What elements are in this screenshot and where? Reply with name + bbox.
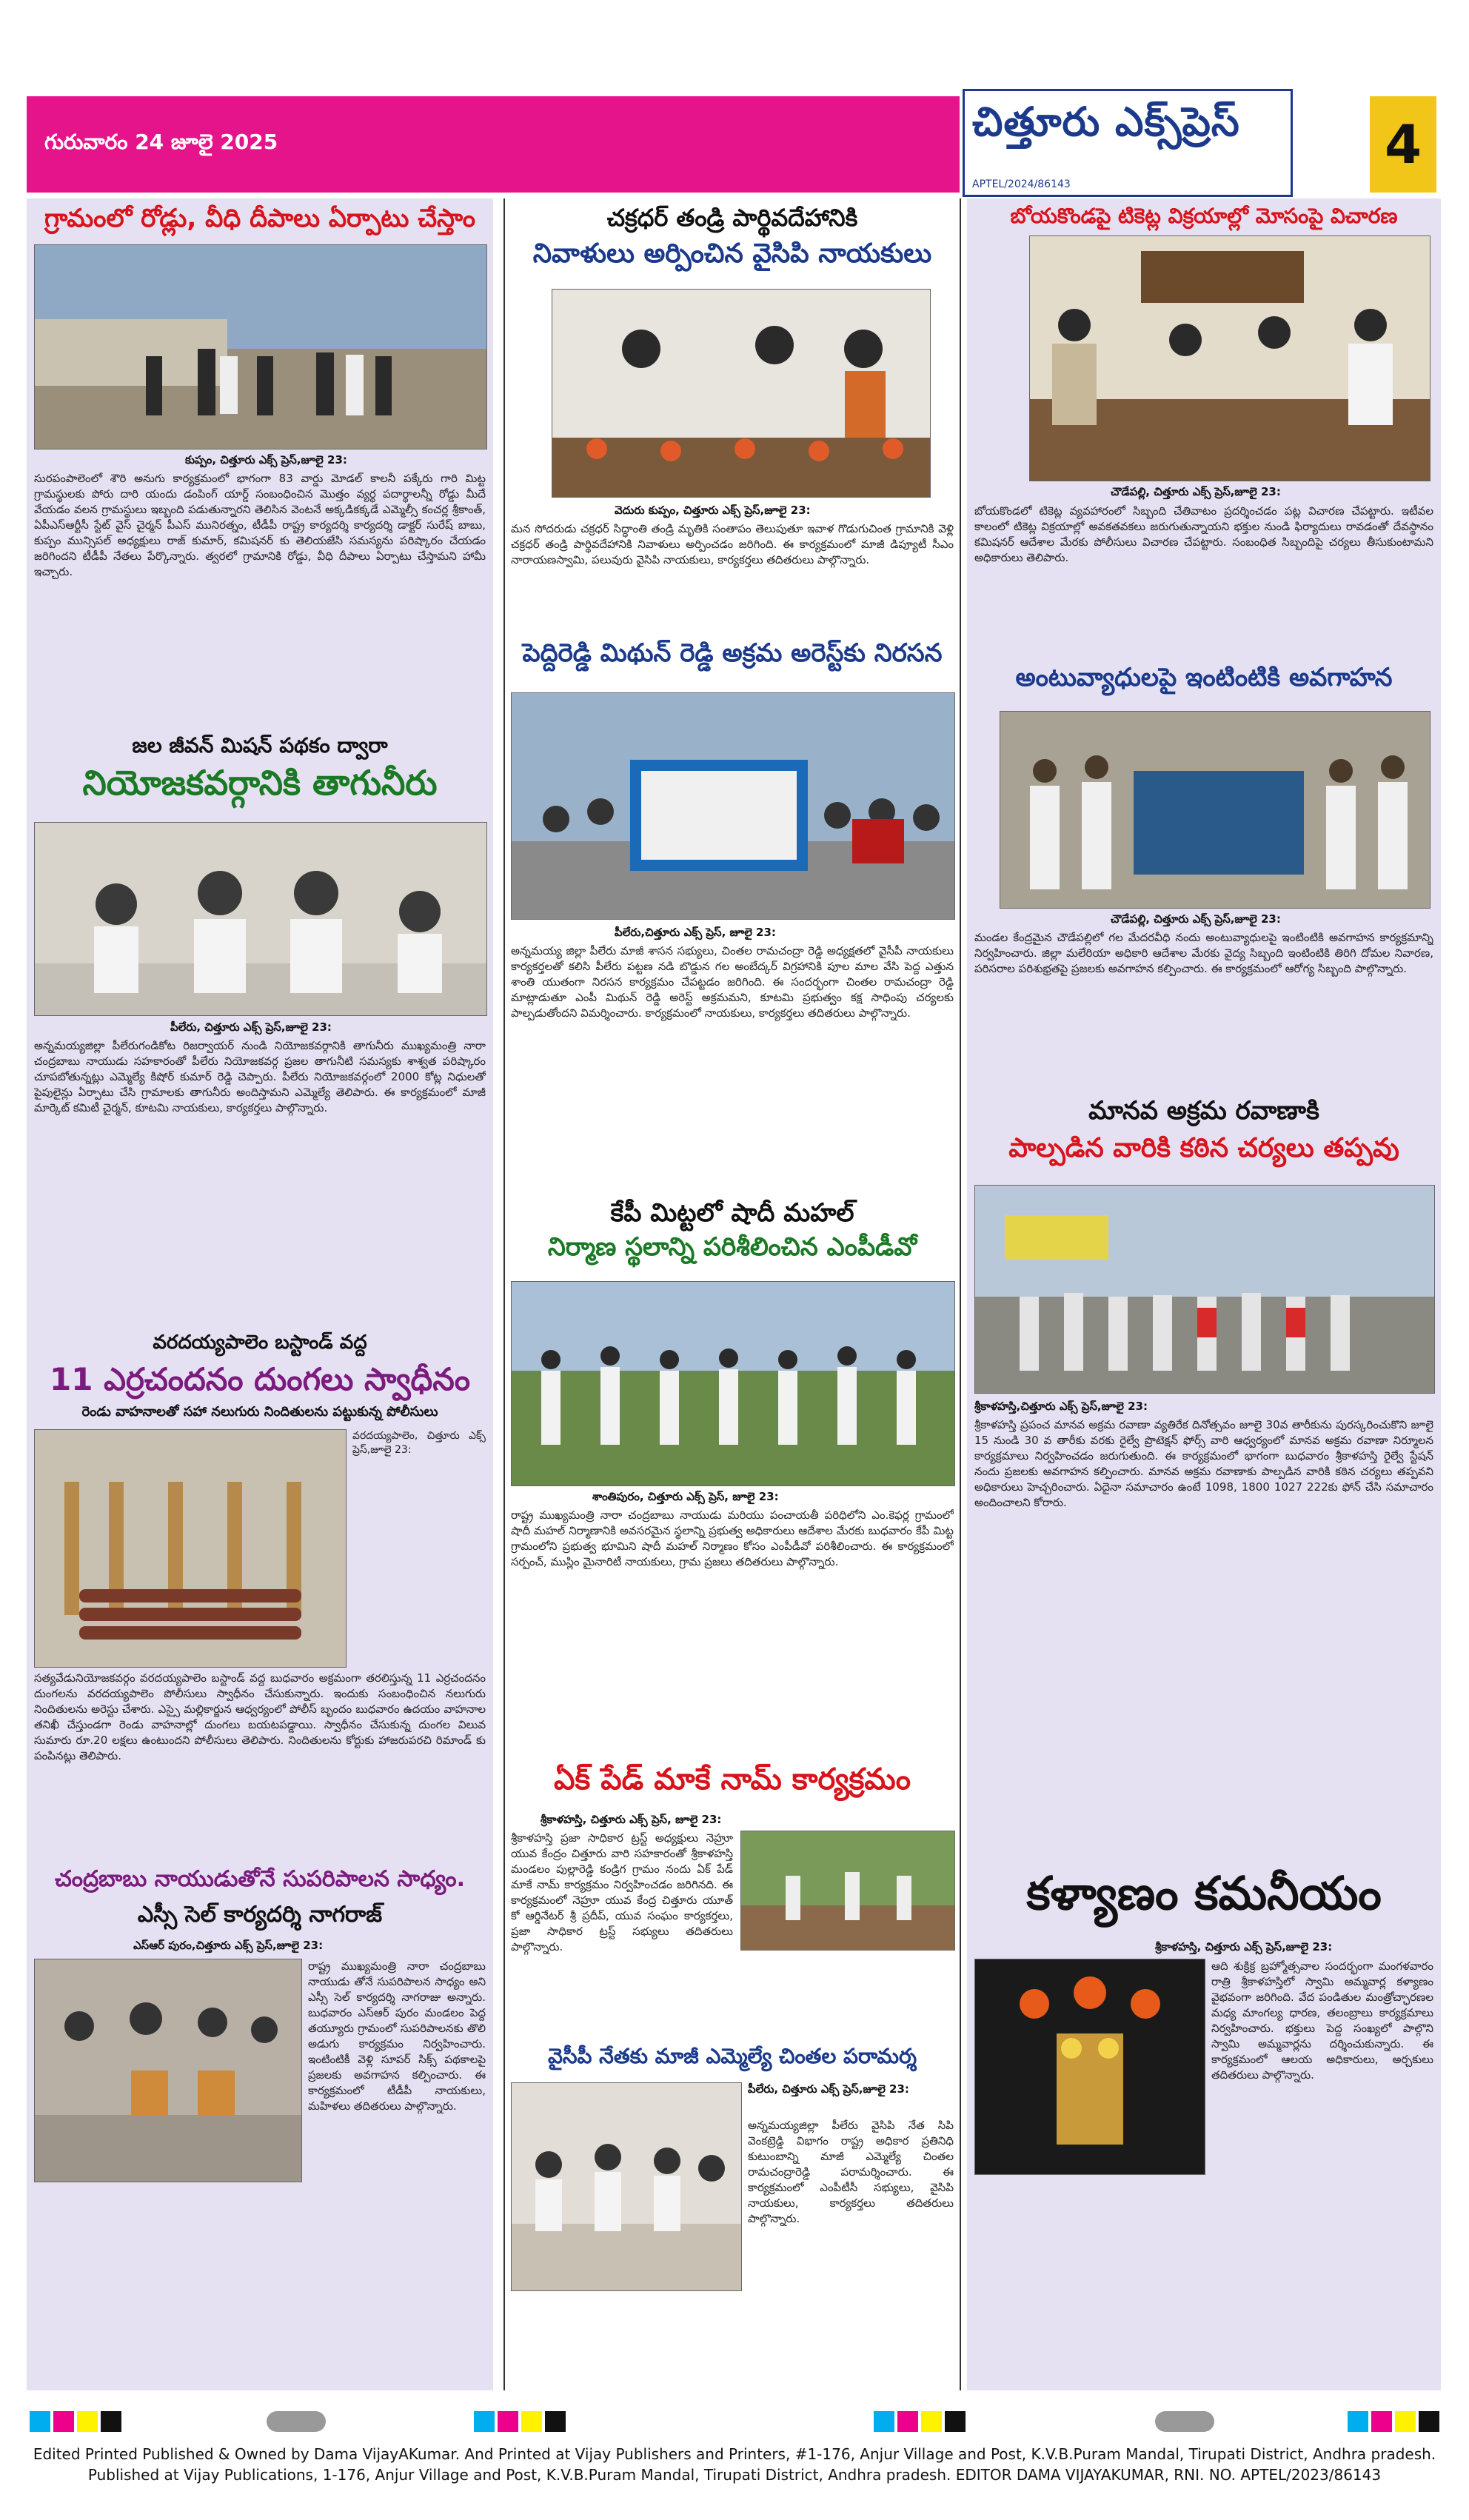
article-body: అన్నమయ్య జిల్లా పీలేరు మాజీ శాసన సభ్యులు, చింతల రామచంద్రా రెడ్డి అధ్యక్షతలో వైసీపీ నాయకులు కార్యకర్తలతో కలిసి పీలేరు పట్టణ నడి బొడ్డున గల అంబేద్కర్ విగ్రహానికి పూల మాల వేసి పెద్ద ఎత్తున శాంతి యుతంగా నిరసన కార్యక్రమం చేపట్టడం జరిగింది. ఈ సందర్భంగా చింతల రామచంద్రా రెడ్డి మాట్లాడుతూ ఎంపీ మిథున్ రెడ్డి అరెస్ట్ అక్రమమని, కూటమి ప్రభుత్వం కక్ష సాధింపు చర్యలకు పాల్పడుతోందని విమర్శించారు. కార్యక్రమంలో నాయకులు, కార్యకర్తలు తదితరులు పాల్గొన్నారు. [511, 944, 954, 1020]
article-body-narrow: ఆది శుక్రిక్ర బ్రహ్మోత్సవాల సందర్భంగా మంగళవారం రాత్రి శ్రీకాళహస్తిలో స్వామి అమ్మవార్ల కళ్యాణం వైభవంగా జరిగింది. వేద పండితుల మంత్రోచ్ఛారణల మధ్య మాంగల్య ధారణ, తలంబ్రాలు కార్యక్రమాలు నిర్వహించారు. భక్తులు పెద్ద సంఖ్యలో పాల్గొని స్వామి అమ్మవార్లను దర్శించుకున్నారు. ఈ కార్యక్రమంలో ఆలయ అధికారులు, అర్చకులు తదితరులు పాల్గొన్నారు. [1211, 1959, 1433, 2082]
article-headline: పాల్పడిన వారికి కఠిన చర్యలు తప్పవు [1008, 1133, 1399, 1163]
article-kicker: మానవ అక్రమ రవాణాకి [1088, 1096, 1319, 1126]
news-photo [1029, 235, 1430, 481]
article-headline: ఏక్ పేడ్ మాకే నామ్ కార్యక్రమం [553, 1762, 911, 1797]
article-dateline: పీలేరు, చిత్తూరు ఎక్స్ ప్రెస్,జూలై 23: [748, 2082, 909, 2096]
registration-mark [474, 2411, 495, 2432]
imprint-line: Edited Printed Published & Owned by Dama VijayAKumar. And Printed at Vijay Publishers and Printers, #1-176, Anjur Village and Post, K.V.B.Puram Mandal, Tirupati District, Andhra pradesh. [33, 2445, 1436, 2463]
masthead-registration: APTEL/2024/86143 [972, 178, 1071, 190]
news-photo [974, 1185, 1435, 1394]
article-body: అన్నమయ్యజిల్లా పీలేరుగండికోట రిజర్వాయర్ నుండి నియోజకవర్గానికి తాగునీరు ముఖ్యమంత్రి నారా చంద్రబాబు నాయుడు సహకారంతో పీలేరు నియోజకవర్గ ప్రజల తాగునీటి సమస్యకు శాశ్వత పరిష్కారం చూపబోతున్నట్లు ఎమ్మెల్యే కిషోర్ కుమార్ రెడ్డి చెప్పారు. పీలేరు నియోజకవర్గంలో 2000 కోట్ల నిధులతో పైపులైన్లు ఏర్పాటు చేసి గ్రామాలకు తాగునీరు అందిస్తామని ఎమ్మెల్యే తెలిపారు. ఈ కార్యక్రమంలో మాజీ మార్కెట్ కమిటీ చైర్మన్, కూటమి నాయకులు, కార్యకర్తలు పాల్గొన్నారు. [34, 1039, 486, 1114]
news-photo [1000, 711, 1430, 909]
column-divider [503, 198, 505, 2390]
article-headline: బోయకొండపై టికెట్ల విక్రయాల్లో మోసంపై విచారణ [1010, 204, 1398, 228]
registration-mark [945, 2411, 966, 2432]
article-dateline: శ్రీకాళహస్తి, చిత్తూరు ఎక్స్ ప్రెస్, జూలై 23: [541, 1813, 722, 1826]
article-body: బోయకొండలో టికెట్ల వ్యవహారంలో సిబ్బంది చేతివాటం ప్రదర్శించడం పట్ల విచారణ చేపట్టారు. ఇటీవల కాలంలో టికెట్ల విక్రయాల్లో అవకతవకలు జరుగుతున్నాయని భక్తుల నుండి ఫిర్యాదులు రావడంతో దేవస్థానం కమిషనర్ ఆదేశాల మేరకు పోలీసులు విచారణ చేపట్టారు. సంబంధిత సిబ్బందిపై చర్యలు తీసుకుంటామని అధికారులు తెలిపారు. [974, 504, 1433, 564]
registration-mark [1419, 2411, 1439, 2432]
registration-mark [521, 2411, 542, 2432]
article-body-narrow: శ్రీకాళహస్తి ప్రజా సాధికార ట్రస్ట్ అధ్యక్షులు నెహ్రూ యువ కేంద్రం చిత్తూరు వారి సహకారంతో శ్రీకాళహస్తి మండలం పుల్లారెడ్డి కండ్రిగ గ్రామం నందు ఏక్ పేడ్ మాకే నామ్ కార్యక్రమం నిర్వహించడం జరిగినది. ఈ కార్యక్రమంలో నెహ్రూ యువ కేంద్ర చిత్తూరు యూత్ కో ఆర్డినేటర్ శ్రీ ప్రదీప్, యువ సంఘం కార్యకర్తలు, ప్రజా సాధికార ట్రస్ట్ సభ్యులు తదితరులు పాల్గొన్నారు. [511, 1831, 733, 1953]
article-kicker: కేపీ మిట్టలో షాదీ మహల్ [610, 1198, 854, 1228]
registration-mark [267, 2411, 326, 2432]
news-photo [740, 1831, 955, 1951]
registration-mark [897, 2411, 918, 2432]
article-headline: 11 ఎర్రచందనం దుంగలు స్వాధీనం [50, 1361, 470, 1397]
registration-mark [77, 2411, 98, 2432]
news-photo [511, 1281, 955, 1486]
news-photo [511, 692, 955, 920]
news-photo [552, 289, 931, 498]
article-headline: అంటువ్యాధులపై ఇంటింటికి అవగాహన [1015, 663, 1393, 692]
article-subheadline: ఎస్సీ సెల్ కార్యదర్శి నాగరాజ్ [137, 1902, 383, 1928]
article-dateline: వెదురు కుప్పం, చిత్తూరు ఎక్స్ ప్రెస్,జూలై 23: [615, 504, 811, 517]
registration-mark [1395, 2411, 1416, 2432]
news-photo [974, 1959, 1205, 2175]
article-headline: గ్రామంలో రోడ్లు, వీధి దీపాలు ఏర్పాటు చేస్తాం [44, 204, 475, 233]
registration-mark [1371, 2411, 1392, 2432]
masthead [963, 89, 1293, 197]
article-kicker: జల జీవన్ మిషన్ పథకం ద్వారా [132, 733, 388, 758]
article-headline: నియోజకవర్గానికి తాగునీరు [82, 763, 438, 803]
page-number: 4 [1370, 96, 1436, 193]
registration-mark [874, 2411, 894, 2432]
article-dateline: పీలేరు,చిత్తూరు ఎక్స్ ప్రెస్, జూలై 23: [615, 926, 776, 939]
imprint-line: Published at Vijay Publications, 1-176, Anjur Village and Post, K.V.B.Puram Mandal, Tirupati District, Andhra pradesh. EDITOR DAMA VIJAYAKUMAR, RNI. NO. APTEL/2023/86143 [87, 2466, 1382, 2484]
article-body: మండల కేంద్రమైన చౌడేపల్లిలో గల మేదరవీధి నందు అంటువ్యాధులపై ఇంటింటికి అవగాహన కార్యక్రమాన్ని నిర్వహించారు. జిల్లా మలేరియా అధికారి ఆదేశాల మేరకు వైద్య సిబ్బంది ఇంటింటికి తిరిగి దోమల నివారణ, పరిసరాల పరిశుభ్రతపై ప్రజలకు అవగాహన కల్పించారు. ఈ కార్యక్రమంలో ఆరోగ్య సిబ్బంది పాల్గొన్నారు. [974, 931, 1433, 975]
article-dateline: కుప్పం, చిత్తూరు ఎక్స్ ప్రెస్,జూలై 23: [185, 453, 347, 467]
article-body: శ్రీకాళహస్తి ప్రపంచ మానవ అక్రమ రవాణా వ్యతిరేక దినోత్సవం జూలై 30వ తారీకును పురస్కరించుకొని జూలై 15 నుండి 30 వ తారీకు వరకు రైల్వే ప్రొటెక్షన్ ఫోర్స్ వారి ఆధ్వర్యంలో మానవ అక్రమ రవాణా నిర్మూలన కార్యక్రమాలు నిర్వహించడం జరుగుతుంది. ఈ కార్యక్రమంలో భాగంగా బుధవారం శ్రీకాళహస్తి రైల్వే స్టేషన్ నందు ప్రజలకు అవగాహన కల్పించారు. మానవ అక్రమ రవాణాకు పాల్పడిన వారికి కఠిన చర్యలు తప్పవని అధికారులు హెచ్చరించారు. ఏదైనా సమాచారం ఉంటే 1098, 1800 1027 222కు ఫోన్ చేసి సమాచారం అందించాలని కోరారు. [974, 1418, 1433, 1509]
registration-mark [30, 2411, 50, 2432]
article-deck: రెండు వాహనాలతో సహా నలుగురు నిందితులను పట్టుకున్న పోలీసులు [81, 1404, 438, 1420]
masthead-title: చిత్తూరు ఎక్స్‌ప్రెస్ [972, 98, 1240, 145]
print-registration-strip [0, 2407, 1469, 2436]
article-dateline: శ్రీకాళహస్తి,చిత్తూరు ఎక్స్ ప్రెస్,జూలై 23: [974, 1400, 1148, 1413]
column-divider [960, 198, 961, 2390]
article-headline: నిర్మాణ స్థలాన్ని పరిశీలించిన ఎంపీడీవో [547, 1232, 917, 1262]
article-dateline: శాంతిపురం, చిత్తూరు ఎక్స్ ప్రెస్, జూలై 23: [592, 1490, 779, 1503]
registration-mark [498, 2411, 518, 2432]
news-photo [34, 1429, 347, 1668]
article-body-narrow: రాష్ట్ర ముఖ్యమంత్రి నారా చంద్రబాబు నాయుడు తోనే సుపరిపాలన సాధ్యం అని ఎస్సీ సెల్ కార్యదర్శి నాగరాజు అన్నారు. బుధవారం ఎస్ఆర్ పురం మండలం పెద్ద తయ్యూరు గ్రామంలో సుపరిపాలనకు తొలి అడుగు కార్యక్రమం నిర్వహించారు. ఇంటింటికీ వెళ్లి సూపర్ సిక్స్ పథకాలపై ప్రజలకు అవగాహన కల్పించారు. ఈ కార్యక్రమంలో టీడీపీ నాయకులు, మహిళలు తదితరులు పాల్గొన్నారు. [308, 1959, 486, 2113]
registration-mark [1348, 2411, 1368, 2432]
issue-date: గురువారం 24 జూలై 2025 [44, 130, 278, 154]
article-headline: కళ్యాణం కమనీయం [1026, 1866, 1382, 1920]
news-photo [34, 822, 487, 1016]
news-photo [34, 1959, 302, 2182]
article-body-narrow: వరదయ్యపాలెం, చిత్తూరు ఎక్స్ ప్రెస్,జూలై 23: [352, 1430, 486, 1456]
registration-mark [921, 2411, 942, 2432]
news-photo [34, 244, 487, 449]
article-dateline: చౌడేపల్లి, చిత్తూరు ఎక్స్ ప్రెస్,జూలై 23: [1111, 912, 1281, 926]
registration-mark [101, 2411, 121, 2432]
article-kicker: వరదయ్యపాలెం బస్టాండ్ వద్ద [153, 1331, 367, 1354]
article-kicker: చక్రధర్ తండ్రి పార్థివదేహానికి [606, 204, 858, 232]
registration-mark [1155, 2411, 1214, 2432]
article-dateline: చౌడేపల్లి, చిత్తూరు ఎక్స్ ప్రెస్,జూలై 23: [1111, 485, 1281, 498]
article-dateline: పీలేరు, చిత్తూరు ఎక్స్ ప్రెస్,జూలై 23: [170, 1020, 332, 1034]
article-body: మన సోదరుడు చక్రధర్ సిద్ధాంతి తండ్రి మృతికి సంతాపం తెలుపుతూ ఇవాళ గొడుగుచింత గ్రామానికి వెళ్లి చక్రధర్ తండ్రి పార్థివదేహానికి నివాళులు అర్పించడం జరిగింది. ఈ కార్యక్రమంలో మాజీ డిప్యూటీ సీఎం నారాయణస్వామి, పలువురు వైసిపి నాయకులు, కార్యకర్తలు తదితరులు పాల్గొన్నారు. [511, 522, 954, 567]
article-headline: వైసీపీ నేతకు మాజీ ఎమ్మెల్యే చింతల పరామర్శ [547, 2044, 917, 2068]
article-headline: నివాళులు అర్పించిన వైసిపి నాయకులు [532, 238, 932, 269]
registration-mark [53, 2411, 74, 2432]
article-body: సత్యవేడునియోజకవర్గం వరదయ్యపాలెం బస్టాండ్ వద్ద బుధవారం అక్రమంగా తరలిస్తున్న 11 ఎర్రచందనం దుంగలను వరదయ్యపాలెం పోలీసులు స్వాధీనం చేసుకున్నారు. ఇందుకు సంబంధించిన నలుగురు నిందితులను అరెస్టు చేశారు. ఎస్సై మల్లికార్జున ఆధ్వర్యంలో పోలీస్ బృందం బుధవారం ఉదయం వాహనాల తనిఖీ చేస్తుండగా రెండు వాహనాల్లో దుంగలు బయటపడ్డాయి. స్వాధీనం చేసుకున్న దుంగల విలువ సుమారు రూ.20 లక్షలు ఉంటుందని పోలీసులు తెలిపారు. నిందితులను కోర్టుకు హాజరుపరచి రిమాండ్ కు పంపినట్లు తెలిపారు. [34, 1671, 486, 1762]
article-dateline: ఎస్ఆర్ పురం,చిత్తూరు ఎక్స్ ప్రెస్,జూలై 23: [133, 1939, 324, 1952]
article-dateline: శ్రీకాళహస్తి, చిత్తూరు ఎక్స్ ప్రెస్,జూలై 23: [1155, 1940, 1333, 1953]
imprint-footer [0, 2444, 1469, 2485]
article-headline: పెద్దిరెడ్డి మిథున్ రెడ్డి అక్రమ అరెస్ట్‌కు నిరసన [522, 638, 943, 668]
registration-mark [545, 2411, 566, 2432]
article-body: సురపంపాలెంలో శౌరి అనుగు కార్యక్రమంలో భాగంగా 83 వార్డు మోడల్ కాలనీ పక్కేరు గారి మిట్ట గ్రామస్థులకు పోరు దారి యందు డంపింగ్ యార్డ్ సంబంధించిన మొత్తం వ్యర్థ పదార్థాలన్నీ రోడ్డు మీదే వేయడం వలన గ్రామస్థులు ఇబ్బంది పడుతున్నారని తెలిసిన వెంటనే అక్కడికక్కడే ఎమ్మెల్సీ కంచర్ల శ్రీకాంత్, ఏపీఎస్ఆర్టీసీ స్టేట్ వైస్ చైర్మన్ పీఎస్ మునిరత్నం, టీడీపీ రాష్ట్ర కార్యదర్శి కార్యదర్శి డాక్టర్ సురేష్ బాబు, కుప్పం మున్సిపల్ అధ్యక్షులు రాజ్ కుమార్, కమిషనర్ కు తెలియజేసి సమస్యను పరిష్కారం చేయడం జరిగిందని టీడీపీ నేతలు పేర్కొన్నారు. త్వరలో గ్రామానికి రోడ్డు, వీధి దీపాలు ఏర్పాటు చేస్తామని హామీ ఇచ్చారు. [34, 472, 486, 578]
article-headline: చంద్రబాబు నాయుడుతోనే సుపరిపాలన సాధ్యం. [54, 1866, 466, 1892]
article-body: రాష్ట్ర ముఖ్యమంత్రి నారా చంద్రబాబు నాయుడు మరియు పంచాయతీ పరిధిలోని ఎం.కెఫర్ల గ్రామంలో షాదీ మహల్ నిర్మాణానికి అవసరమైన స్థలాన్ని ప్రభుత్వ అధికారులు ఆదేశాల మేరకు బుధవారం కేపీ మిట్ట గ్రామంలోని ప్రభుత్వ భూమిని షాదీ మహల్ నిర్మాణం కోసం ఎంపీడీవో పరిశీలించారు. ఈ కార్యక్రమంలో సర్పంచ్, ముస్లిం మైనారిటీ నాయకులు, గ్రామ ప్రజలు తదితరులు పాల్గొన్నారు. [511, 1508, 954, 1568]
article-body-narrow: అన్నమయ్యజిల్లా పీలేరు వైసిపి నేత సిపి వెంకట్రెడ్డి విభాగం రాష్ట్ర అధికార ప్రతినిధి కుటుంబాన్ని మాజీ ఎమ్మెల్యే చింతల రామచంద్రారెడ్డి పరామర్శించారు. ఈ కార్యక్రమంలో ఎంపీటీసీ సభ్యులు, వైసిపి నాయకులు, కార్యకర్తలు తదితరులు పాల్గొన్నారు. [748, 2119, 954, 2225]
news-photo [511, 2082, 742, 2291]
